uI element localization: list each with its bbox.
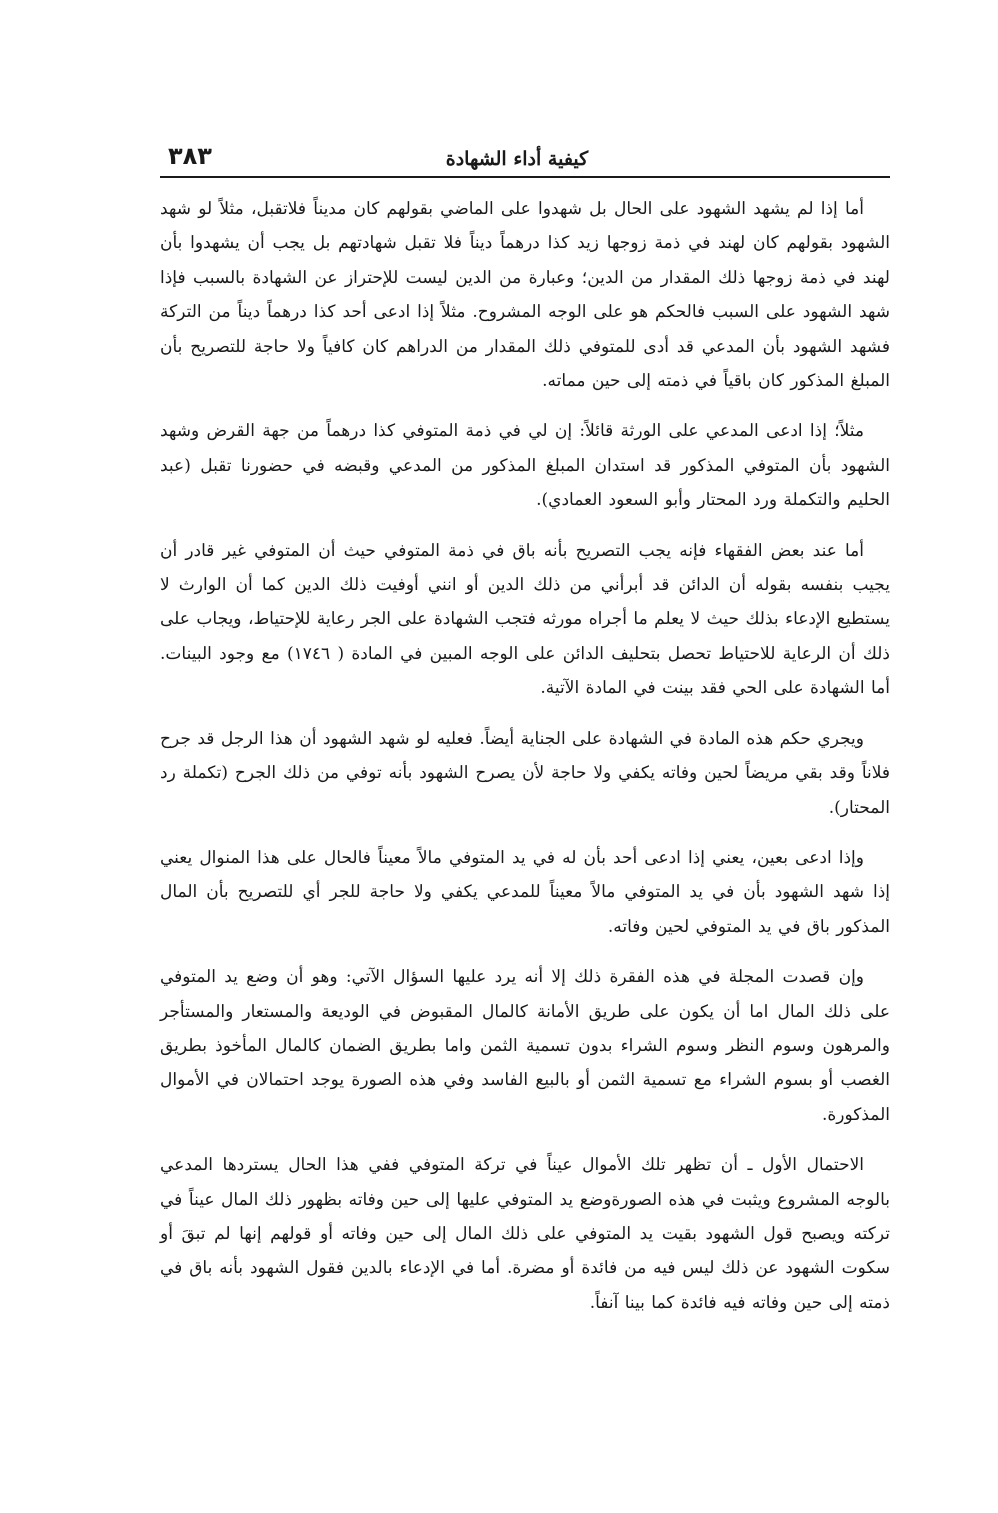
paragraph: أما إذا لم يشهد الشهود على الحال بل شهدوا على الماضي بقولهم كان مديناً فلاتقبل، مثلاً لو شهد الشهود بقولهم كان لهند في ذمة زوجها زيد كذا درهماً ديناً فلا تقبل شهادتهم بل يجب أن يشهدوا بأن لهند في ذمة زوجها ذلك المقدار من الدين؛ وعبارة من الدين ليست للإحتراز عن الشهادة بالسبب فإذا شهد الشهود على السبب فالحكم هو على الوجه المشروح. مثلاً إذا ادعى أحد كذا درهماً ديناً من التركة فشهد الشهود بأن المدعي قد أدى للمتوفي ذلك المقدار من الدراهم كان كافياً ولا حاجة للتصريح بأن المبلغ المذكور كان باقياً في ذمته إلى حين مماته. [160,199,890,392]
body-text [160,192,890,1320]
paragraph: مثلاً؛ إذا ادعى المدعي على الورثة قائلاً: إن لي في ذمة المتوفي كذا درهماً من جهة القرض وشهد الشهود بأن المتوفي المذكور قد استدان المبلغ المذكور من المدعي وقبضه في حضورنا تقبل (عبد الحليم والتكملة ورد المحتار وأبو السعود العمادي). [160,421,890,511]
paragraph: وإذا ادعى بعين، يعني إذا ادعى أحد بأن له في يد المتوفي مالاً معيناً فالحال على هذا المنوال يعني إذا شهد الشهود بأن في يد المتوفي مالاً معيناً للمدعي يكفي ولا حاجة للجر أي للتصريح بأن المال المذكور باق في يد المتوفي لحين وفاته. [160,847,890,937]
paragraph: وإن قصدت المجلة في هذه الفقرة ذلك إلا أنه يرد عليها السؤال الآتي: وهو أن وضع يد المتوفي على ذلك المال اما أن يكون على طريق الأمانة كالمال المقبوض في الوديعة والمستعار والمستأجر والمرهون وسوم النظر وسوم الشراء بدون تسمية الثمن واما بطريق الضمان كالمال المأخوذ بطريق الغصب أو بسوم الشراء مع تسمية الثمن أو بالبيع الفاسد وفي هذه الصورة يوجد احتمالان في الأموال المذكورة. [160,967,890,1125]
page-number: ٣٨٣ [168,142,212,170]
running-header [160,140,890,178]
chapter-title: كيفية أداء الشهادة [445,148,589,170]
paragraph: أما عند بعض الفقهاء فإنه يجب التصريح بأنه باق في ذمة المتوفي حيث أن المتوفي غير قادر أن يجيب بنفسه بقوله أن الدائن قد أبرأني من ذلك الدين أو انني أوفيت ذلك الدين كما أن الوارث لا يستطيع الإدعاء بذلك حيث لا يعلم ما أجراه مورثه فتجب الشهادة على الجر رعاية للإحتياط، ويجاب على ذلك أن الرعاية للاحتياط تحصل بتحليف الدائن على الوجه المبين في المادة ( ١٧٤٦) مع وجود البينات. أما الشهادة على الحي فقد بينت في المادة الآتية. [160,540,890,699]
book-page [160,140,890,1336]
paragraph: الاحتمال الأول ـ أن تظهر تلك الأموال عيناً في تركة المتوفي ففي هذا الحال يستردها المدعي بالوجه المشروع ويثبت في هذه الصورةوضع يد المتوفي عليها إلى حين وفاته بظهور ذلك المال عيناً في تركته ويصبح قول الشهود بقيت يد المتوفي على ذلك المال إلى حين وفاته أو قولهم إنها لم تبقَ أو سكوت الشهود عن ذلك ليس فيه من فائدة أو مضرة. أما في الإدعاء بالدين فقول الشهود بأنه باق في ذمته إلى حين وفاته فيه فائدة كما بينا آنفاً. [160,1155,890,1313]
paragraph: ويجري حكم هذه المادة في الشهادة على الجناية أيضاً. فعليه لو شهد الشهود أن هذا الرجل قد جرح فلاناً وقد بقي مريضاً لحين وفاته يكفي ولا حاجة لأن يصرح الشهود بأنه توفي من ذلك الجرح (تكملة رد المحتار). [160,728,890,818]
